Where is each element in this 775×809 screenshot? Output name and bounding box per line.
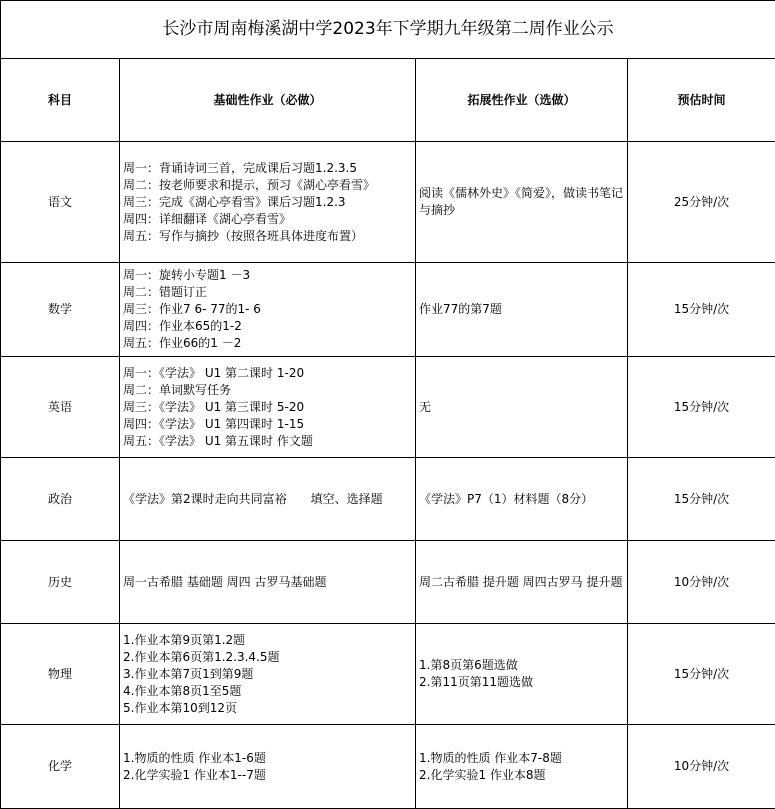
basic-homework-cell [120,541,416,624]
header-row [1,59,775,142]
table-row [1,458,775,541]
basic-homework-line: 周五：作业66的1 －2 [123,335,412,352]
basic-homework-line: 周五：写作与摘抄（按照各班具体进度布置） [123,228,412,245]
basic-homework-line: 周一：《学法》 U1 第二课时 1-20 [123,365,412,382]
basic-homework-line: 2.化学实验1 作业本1--7题 [123,767,412,784]
estimated-time-cell: 15分钟/次 [628,458,775,541]
basic-homework-line: 周三：作业7 6- 77的1- 6 [123,301,412,318]
table-row [1,357,775,458]
basic-homework-cell [120,142,416,263]
subject-cell: 物理 [1,624,120,725]
basic-homework-line: 1.作业本第9页第1.2题 [123,632,412,649]
basic-homework-line: 4.作业本第8页1至5题 [123,683,412,700]
header-extended: 拓展性作业（选做） [416,59,628,142]
basic-homework-line: 周三：《学法》 U1 第三课时 5-20 [123,399,412,416]
basic-homework-line: 周二：单词默写任务 [123,382,412,399]
extended-homework-cell [416,458,628,541]
basic-homework-line: 周三：完成《湖心亭看雪》课后习题1.2.3 [123,194,412,211]
basic-homework-line: 周一古希腊 基础题 周四 古罗马基础题 [123,574,412,591]
estimated-time-cell: 10分钟/次 [628,541,775,624]
extended-homework-line: 无 [419,399,624,416]
extended-homework-line: 1.第8页第6题选做 [419,657,624,674]
extended-homework-line: 2.化学实验1 作业本8题 [419,767,624,784]
table-row [1,725,775,809]
estimated-time-cell: 15分钟/次 [628,624,775,725]
basic-homework-line: 1.物质的性质 作业本1-6题 [123,750,412,767]
extended-homework-cell [416,142,628,263]
page-title: 长沙市周南梅溪湖中学2023年下学期九年级第二周作业公示 [1,1,775,59]
subject-cell: 数学 [1,263,120,357]
basic-homework-cell [120,263,416,357]
basic-homework-line: 周四：《学法》 U1 第四课时 1-15 [123,416,412,433]
extended-homework-line: 《学法》P7（1）材料题（8分） [419,491,624,508]
extended-homework-cell [416,624,628,725]
extended-homework-line: 作业77的第7题 [419,301,624,318]
basic-homework-cell [120,357,416,458]
basic-homework-cell [120,458,416,541]
extended-homework-line: 阅读《儒林外史》《简爱》，做读书笔记与摘抄 [419,185,624,219]
subject-cell: 历史 [1,541,120,624]
header-basic: 基础性作业（必做） [120,59,416,142]
extended-homework-line: 周二古希腊 提升题 周四古罗马 提升题 [419,574,624,591]
basic-homework-cell [120,624,416,725]
table-row [1,624,775,725]
extended-homework-line: 1.物质的性质 作业本7-8题 [419,750,624,767]
basic-homework-line: 周二：错题订正 [123,284,412,301]
basic-homework-line: 周五：《学法》 U1 第五课时 作文题 [123,433,412,450]
basic-homework-line: 周一：背诵诗词三首，完成课后习题1.2.3.5 [123,160,412,177]
basic-homework-line: 周一：旋转小专题1 －3 [123,267,412,284]
extended-homework-cell [416,357,628,458]
basic-homework-line: 3.作业本第7页1到第9题 [123,666,412,683]
basic-homework-line: 2.作业本第6页第1.2.3.4.5题 [123,649,412,666]
table-row [1,263,775,357]
header-subject: 科目 [1,59,120,142]
estimated-time-cell: 10分钟/次 [628,725,775,809]
basic-homework-line: 周四：详细翻译《湖心亭看雪》 [123,211,412,228]
estimated-time-cell: 25分钟/次 [628,142,775,263]
estimated-time-cell: 15分钟/次 [628,357,775,458]
basic-homework-line: 周二：按老师要求和提示，预习《湖心亭看雪》 [123,177,412,194]
subject-cell: 政治 [1,458,120,541]
subject-cell: 英语 [1,357,120,458]
basic-homework-line: 周四：作业本65的1-2 [123,318,412,335]
table-row [1,142,775,263]
extended-homework-cell [416,263,628,357]
estimated-time-cell: 15分钟/次 [628,263,775,357]
basic-homework-cell [120,725,416,809]
extended-homework-cell [416,725,628,809]
basic-homework-line: 5.作业本第10到12页 [123,700,412,717]
extended-homework-line: 2.第11页第11题选做 [419,674,624,691]
subject-cell: 化学 [1,725,120,809]
header-time: 预估时间 [628,59,775,142]
basic-homework-line: 《学法》第2课时走向共同富裕 填空、选择题 [123,491,412,508]
subject-cell: 语文 [1,142,120,263]
extended-homework-cell [416,541,628,624]
table-row [1,541,775,624]
